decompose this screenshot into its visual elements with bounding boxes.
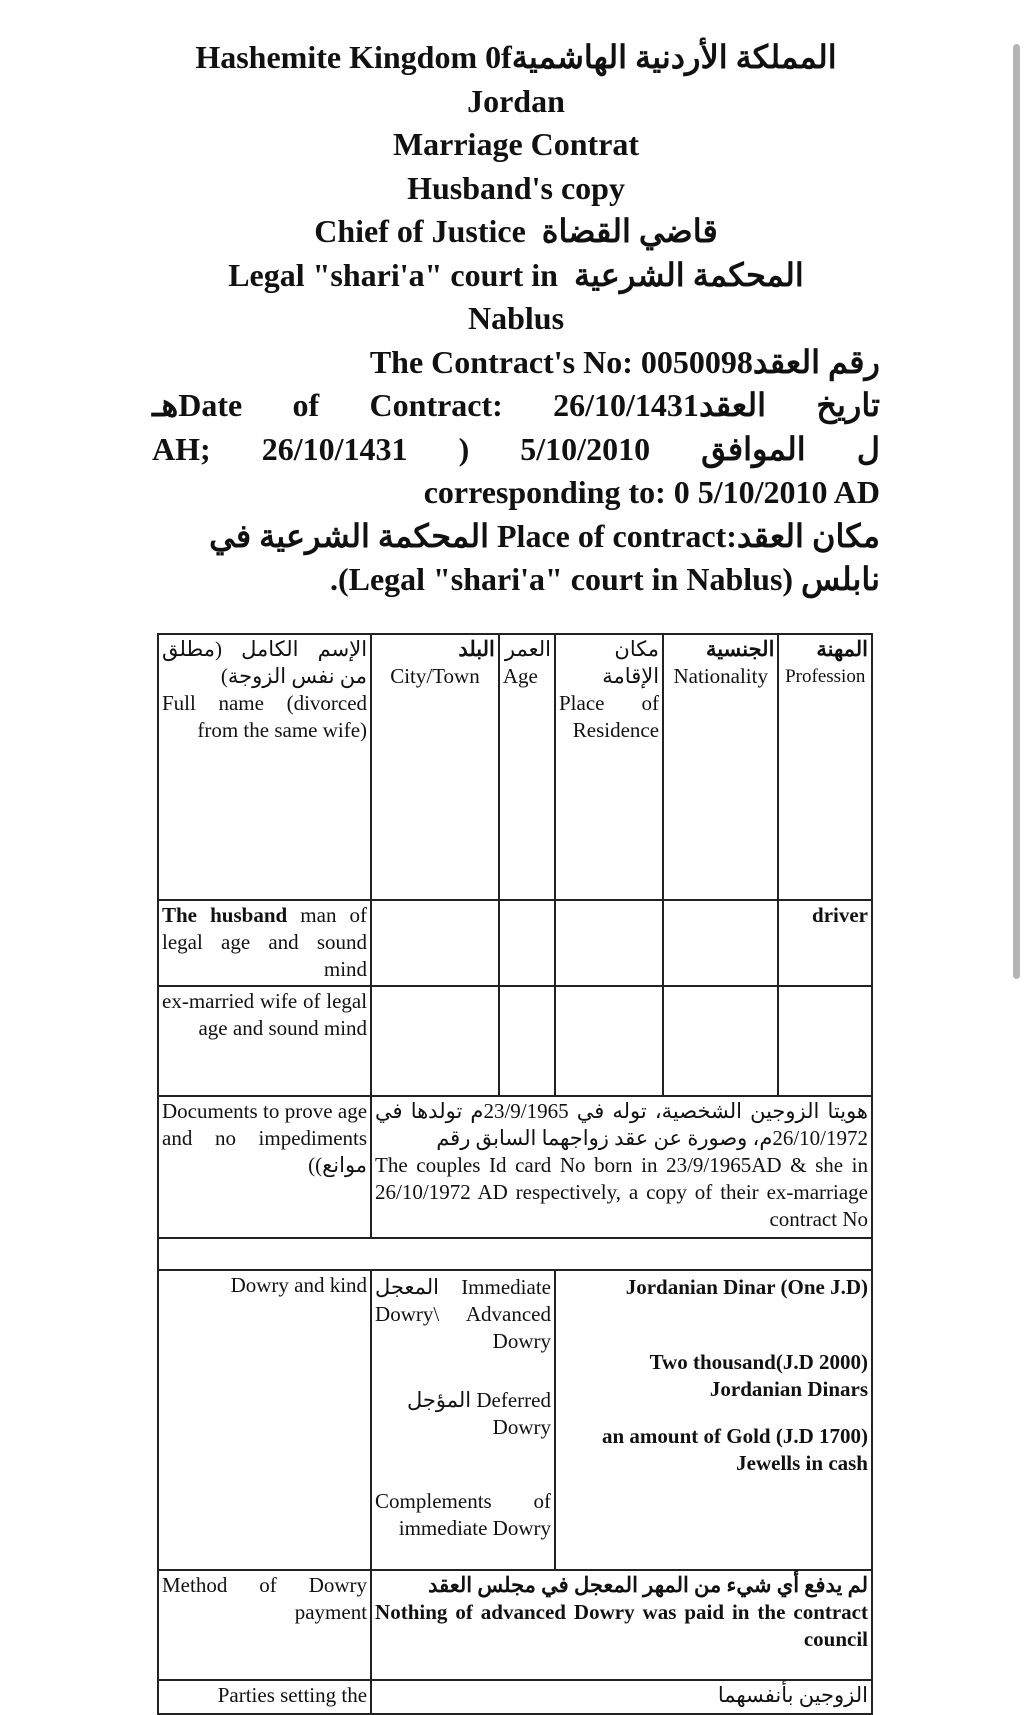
- contract-place-city: [152, 558, 880, 602]
- wife-nationality: [663, 986, 778, 1096]
- header-line-copy: Husband's copy: [407, 169, 625, 206]
- documents-value: [371, 1096, 872, 1238]
- residence-ar: مكان الإقامة: [602, 637, 660, 688]
- wife-row: [158, 986, 872, 1096]
- place-en-court: .(Legal "shari'a" court in Nablus): [329, 561, 794, 597]
- dowry-values: [555, 1270, 872, 1570]
- chief-ar: قاضي القضاة: [541, 213, 718, 249]
- age-en: Age: [502, 664, 538, 688]
- contract-date: [152, 384, 880, 428]
- dowry-kinds: [371, 1270, 555, 1570]
- document-header: [152, 36, 880, 602]
- nationality-ar: الجنسية: [705, 637, 775, 661]
- header-nationality: [663, 634, 778, 900]
- header-line-contract-title: Marriage Contrat: [392, 126, 640, 162]
- residence-en: Place of Residence: [558, 691, 660, 742]
- place-ar-label: مكان العقد: [736, 517, 880, 554]
- contract-place: [152, 515, 880, 559]
- parties-label: Parties setting the: [158, 1680, 371, 1714]
- scrollbar-thumb[interactable]: [1013, 44, 1020, 979]
- husband-city: [371, 900, 499, 986]
- kingdom-ar: المملكة الأردنية الهاشمية: [511, 39, 837, 75]
- spacer-row: [158, 1238, 872, 1270]
- husband-label: [158, 900, 371, 986]
- deferred-dowry-currency: Jordanian Dinars: [709, 1377, 868, 1401]
- date-en: Date of Contract: 26/10/1431: [178, 387, 699, 423]
- husband-label-bold: The husband: [162, 903, 288, 927]
- contract-number: [152, 341, 880, 385]
- dowry-row: [158, 1270, 872, 1570]
- deferred-dowry-label: المؤجل Deferred Dowry: [407, 1388, 551, 1439]
- dowry-label: Dowry and kind: [158, 1270, 371, 1570]
- immediate-dowry-value: Jordanian Dinar (One J.D): [625, 1275, 868, 1299]
- method-label: Method of Dowry payment: [158, 1570, 371, 1680]
- profession-en: Profession: [785, 666, 866, 687]
- wife-label: ex-married wife of legal age and sound mind: [158, 986, 371, 1096]
- date-ar: تاريخ العقد: [698, 387, 881, 423]
- husband-profession: driver: [778, 900, 872, 986]
- method-ar: لم يدفع أي شيء من المهر المعجل في مجلس العقد: [428, 1573, 868, 1597]
- method-row: [158, 1570, 872, 1680]
- contract-number-ar: رقم العقد: [752, 343, 880, 380]
- method-en: Nothing of advanced Dowry was paid in the contract council: [375, 1600, 868, 1651]
- profession-ar: المهنة: [816, 637, 868, 661]
- place-ar-city: نابلس: [801, 561, 880, 597]
- scrollbar[interactable]: [1010, 0, 1024, 1715]
- spacer-cell: [158, 1238, 872, 1270]
- court-en: Legal "shari'a" court in: [228, 256, 558, 293]
- header-line-city: Nablus: [467, 300, 565, 336]
- header-fullname: [158, 634, 371, 900]
- documents-ar: هويتا الزوجين الشخصية، توله في 23/9/1965م تولدها في 26/10/1972م، وصورة عن عقد زواجهما السابق رقم: [375, 1099, 868, 1150]
- header-line-kingdom: [152, 36, 880, 80]
- contract-date-ah: AH; 26/10/1431 ) 5/10/2010 ل الموافق: [152, 430, 881, 467]
- corresponding-date: corresponding to: 0 5/10/2010 AD: [423, 474, 880, 510]
- fullname-ar: الإسم الكامل (مطلق من نفس الزوجة): [162, 637, 368, 688]
- place-ar-court: المحكمة الشرعية في: [209, 517, 489, 554]
- deferred-dowry-value: Two thousand(J.D 2000): [649, 1350, 868, 1374]
- city-ar: البلد: [458, 637, 495, 661]
- husband-label-rest: man of legal age and sound mind: [162, 903, 368, 981]
- header-profession: [778, 634, 872, 900]
- husband-nationality: [663, 900, 778, 986]
- contract-number-en: The Contract's No: 0050098: [369, 343, 753, 380]
- date-prefix: هـ: [152, 387, 179, 423]
- parties-value: الزوجين بأنفسهما: [371, 1680, 872, 1714]
- header-line-court: [152, 254, 880, 298]
- husband-age: [499, 900, 555, 986]
- header-residence: [555, 634, 663, 900]
- parties-row: [158, 1680, 872, 1714]
- contract-table: [157, 633, 873, 1715]
- method-value: [371, 1570, 872, 1680]
- age-ar: العمر: [504, 637, 551, 661]
- wife-age: [499, 986, 555, 1096]
- table-header-row: [158, 634, 872, 900]
- husband-row: [158, 900, 872, 986]
- header-city: [371, 634, 499, 900]
- header-line-chief: [152, 210, 880, 254]
- documents-row: [158, 1096, 872, 1238]
- nationality-en: Nationality: [673, 664, 768, 688]
- place-en: Place of contract:: [497, 517, 737, 554]
- husband-residence: [555, 900, 663, 986]
- wife-residence: [555, 986, 663, 1096]
- fullname-en: Full name (divorced from the same wife): [162, 691, 368, 742]
- gold-value-note: Jewells in cash: [736, 1451, 868, 1475]
- city-en: City/Town: [390, 664, 480, 688]
- gold-value: an amount of Gold (J.D 1700): [601, 1424, 868, 1448]
- header-line-jordan: Jordan: [467, 82, 565, 119]
- documents-label: Documents to prove age and no impediments ((موانع: [158, 1096, 371, 1238]
- complements-label: Complements of immediate Dowry: [375, 1489, 551, 1540]
- header-age: [499, 634, 555, 900]
- chief-en: Chief of Justice: [314, 213, 526, 249]
- kingdom-en: Hashemite Kingdom 0f: [195, 39, 512, 75]
- wife-profession: [778, 986, 872, 1096]
- court-ar: المحكمة الشرعية: [573, 256, 804, 293]
- immediate-dowry-label: المعجل Immediate Dowry\ Advanced Dowry: [375, 1275, 551, 1353]
- documents-en: The couples Id card No born in 23/9/1965AD & she in 26/10/1972 AD respectively, a copy of their ex-marriage contract No: [375, 1153, 868, 1231]
- wife-city: [371, 986, 499, 1096]
